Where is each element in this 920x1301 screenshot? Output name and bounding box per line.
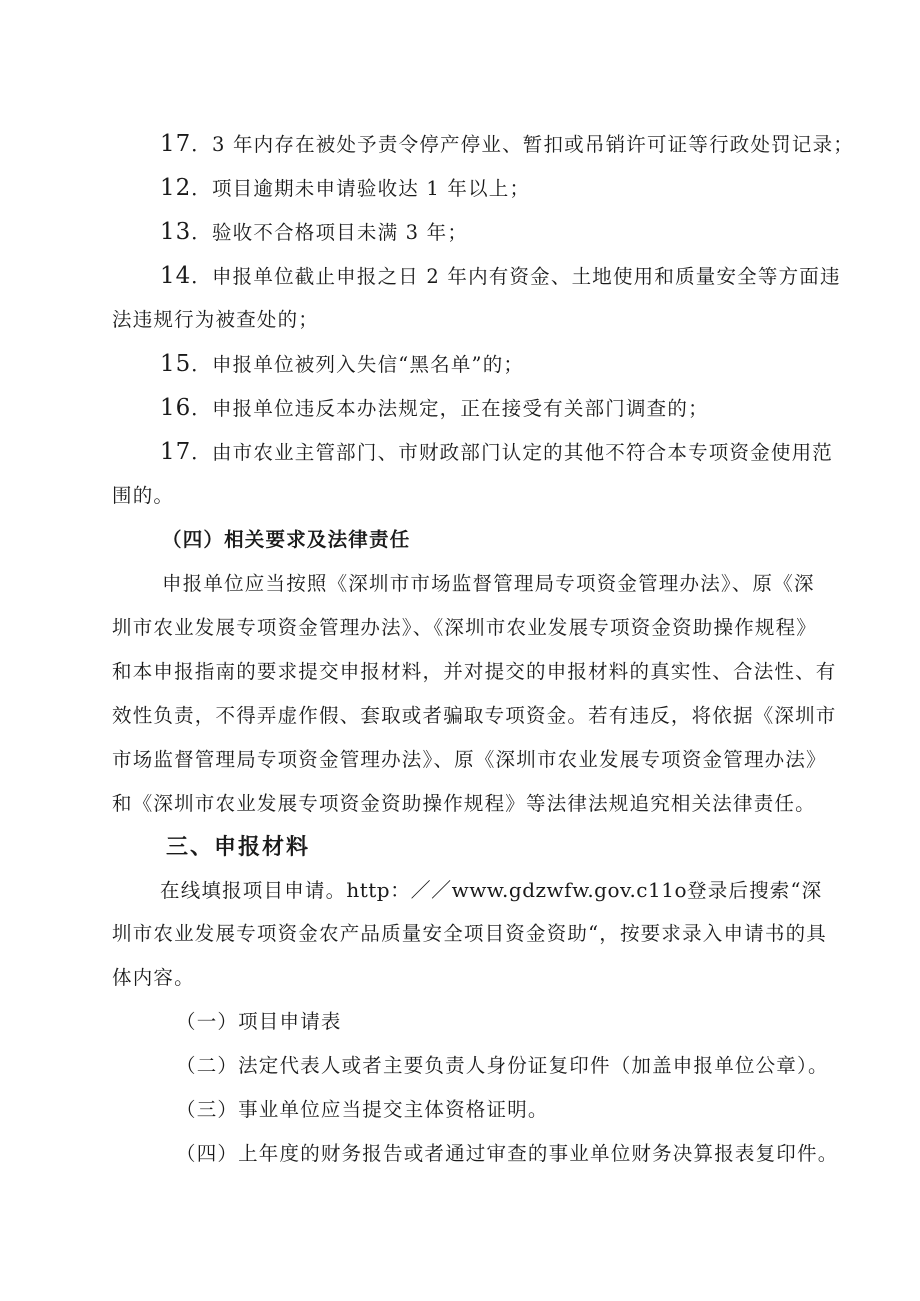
item-text: ．申报单位截止申报之日 2 年内有资金、土地使用和质量安全等方面违 — [191, 265, 841, 288]
item-text: ．申报单位违反本办法规定，正在接受有关部门调查的； — [191, 397, 709, 420]
intro-suffix: 登录后搜索“深 — [687, 879, 823, 902]
list-item — [160, 351, 524, 378]
item-number: 17 — [160, 131, 192, 157]
list-item — [160, 219, 468, 246]
item-text: ．申报单位被列入失信“黑名单”的； — [191, 353, 525, 376]
item-number: 12 — [160, 175, 192, 201]
item-text: ．项目逾期未申请验收达 1 年以上； — [191, 177, 531, 200]
item-number: 14 — [160, 263, 192, 289]
paragraph-line: 和本申报指南的要求提交申报材料，并对提交的申报材料的真实性、合法性、有 — [112, 660, 837, 683]
list-item — [160, 131, 854, 158]
portal-url: http：／／www.gdzwfw.gov.c11o — [346, 878, 687, 902]
material-item: （二）法定代表人或者主要负责人身份证复印件（加盖申报单位公章）。 — [176, 1054, 829, 1077]
item-number: 16 — [160, 395, 192, 421]
paragraph-line: 和《深圳市农业发展专项资金资助操作规程》等法律法规追究相关法律责任。 — [112, 792, 816, 815]
list-item-continuation: 围的。 — [112, 484, 175, 507]
list-item — [160, 439, 833, 466]
list-item — [160, 175, 530, 202]
section-heading: （四）相关要求及法律责任 — [162, 528, 411, 551]
item-text: ．3 年内存在被处予责令停产停业、暂扣或吊销许可证等行政处罚记录； — [191, 133, 854, 156]
material-item: （四）上年度的财务报告或者通过审查的事业单位财务决算报表复印件。 — [176, 1142, 839, 1165]
paragraph-line: 效性负责，不得弄虚作假、套取或者骗取专项资金。若有违反，将依据《深圳市 — [112, 704, 837, 727]
paragraph-line: 圳市农业发展专项资金农产品质量安全项目资金资助“，按要求录入申请书的具 — [112, 922, 827, 945]
paragraph-line: 市场监督管理局专项资金管理办法》、原《深圳市农业发展专项资金管理办法》 — [112, 748, 827, 771]
item-number: 17 — [160, 439, 192, 465]
item-text: ．验收不合格项目未满 3 年； — [191, 221, 469, 244]
paragraph-line: 申报单位应当按照《深圳市市场监督管理局专项资金管理办法》、原《深 — [162, 572, 815, 595]
list-item — [160, 395, 709, 422]
paragraph-line: 体内容。 — [112, 966, 195, 989]
material-item: （一）项目申请表 — [176, 1010, 342, 1033]
list-item-continuation: 法违规行为被查处的； — [112, 308, 320, 331]
item-text: ．由市农业主管部门、市财政部门认定的其他不符合本专项资金使用范 — [191, 441, 833, 464]
intro-prefix: 在线填报项目申请。 — [160, 879, 347, 902]
paragraph-line: 圳市农业发展专项资金管理办法》、《深圳市农业发展专项资金资助操作规程》 — [112, 616, 818, 639]
item-number: 13 — [160, 219, 192, 245]
material-item: （三）事业单位应当提交主体资格证明。 — [176, 1098, 549, 1121]
chapter-heading: 三、申报材料 — [166, 834, 311, 860]
list-item — [160, 263, 841, 290]
paragraph-line — [160, 877, 822, 904]
item-number: 15 — [160, 351, 192, 377]
